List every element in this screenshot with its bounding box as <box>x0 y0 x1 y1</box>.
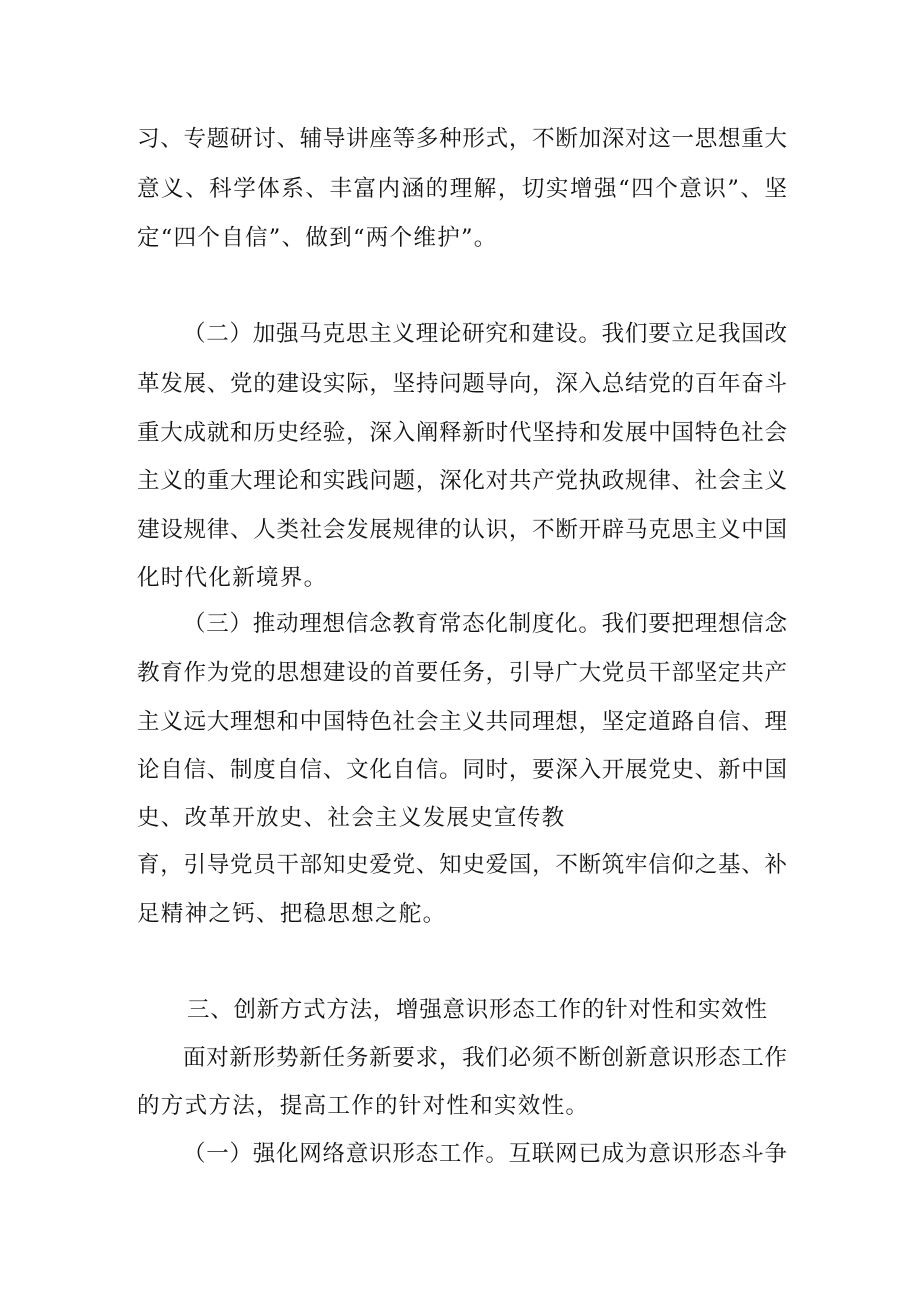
text-line: 革发展、党的建设实际，坚持问题导向，深入总结党的百年奋斗 <box>137 371 787 397</box>
text-line: 的方式方法，提高工作的针对性和实效性。 <box>137 1093 590 1119</box>
text-line: 史、改革开放史、社会主义发展史宣传教 <box>137 805 566 831</box>
paragraph-first-line: （二）加强马克思主义理论研究和建设。我们要立足我国改 <box>183 321 787 347</box>
text-line: 意义、科学体系、丰富内涵的理解，切实增强“四个意识”、坚 <box>137 176 787 202</box>
paragraph-first-line: （三）推动理想信念教育常态化制度化。我们要把理想信念 <box>183 611 787 637</box>
text-line: 教育作为党的思想建设的首要任务，引导广大党员干部坚定共产 <box>137 660 787 686</box>
text-line: 主义的重大理论和实践问题，深化对共产党执政规律、社会主义 <box>137 468 787 494</box>
text-line: 定“四个自信”、做到“两个维护”。 <box>137 225 498 251</box>
text-line: 习、专题研讨、辅导讲座等多种形式，不断加深对这一思想重大 <box>137 126 787 152</box>
text-line: 足精神之钙、把稳思想之舵。 <box>137 901 447 927</box>
paragraph-first-line: 面对新形势新任务新要求，我们必须不断创新意识形态工作 <box>183 1045 787 1071</box>
paragraph-first-line: （一）强化网络意识形态工作。互联网已成为意识形态斗争 <box>183 1141 787 1167</box>
section-heading: 三、创新方式方法，增强意识形态工作的针对性和实效性 <box>187 997 767 1023</box>
text-line: 育，引导党员干部知史爱党、知史爱国，不断筑牢信仰之基、补 <box>137 852 787 878</box>
text-line: 建设规律、人类社会发展规律的认识，不断开辟马克思主义中国 <box>137 517 787 543</box>
text-line: 论自信、制度自信、文化自信。同时，要深入开展党史、新中国 <box>137 757 787 783</box>
text-line: 重大成就和历史经验，深入阐释新时代坚持和发展中国特色社会 <box>137 420 787 446</box>
text-line: 化时代化新境界。 <box>137 565 328 591</box>
text-line: 主义远大理想和中国特色社会主义共同理想，坚定道路自信、理 <box>137 709 787 735</box>
